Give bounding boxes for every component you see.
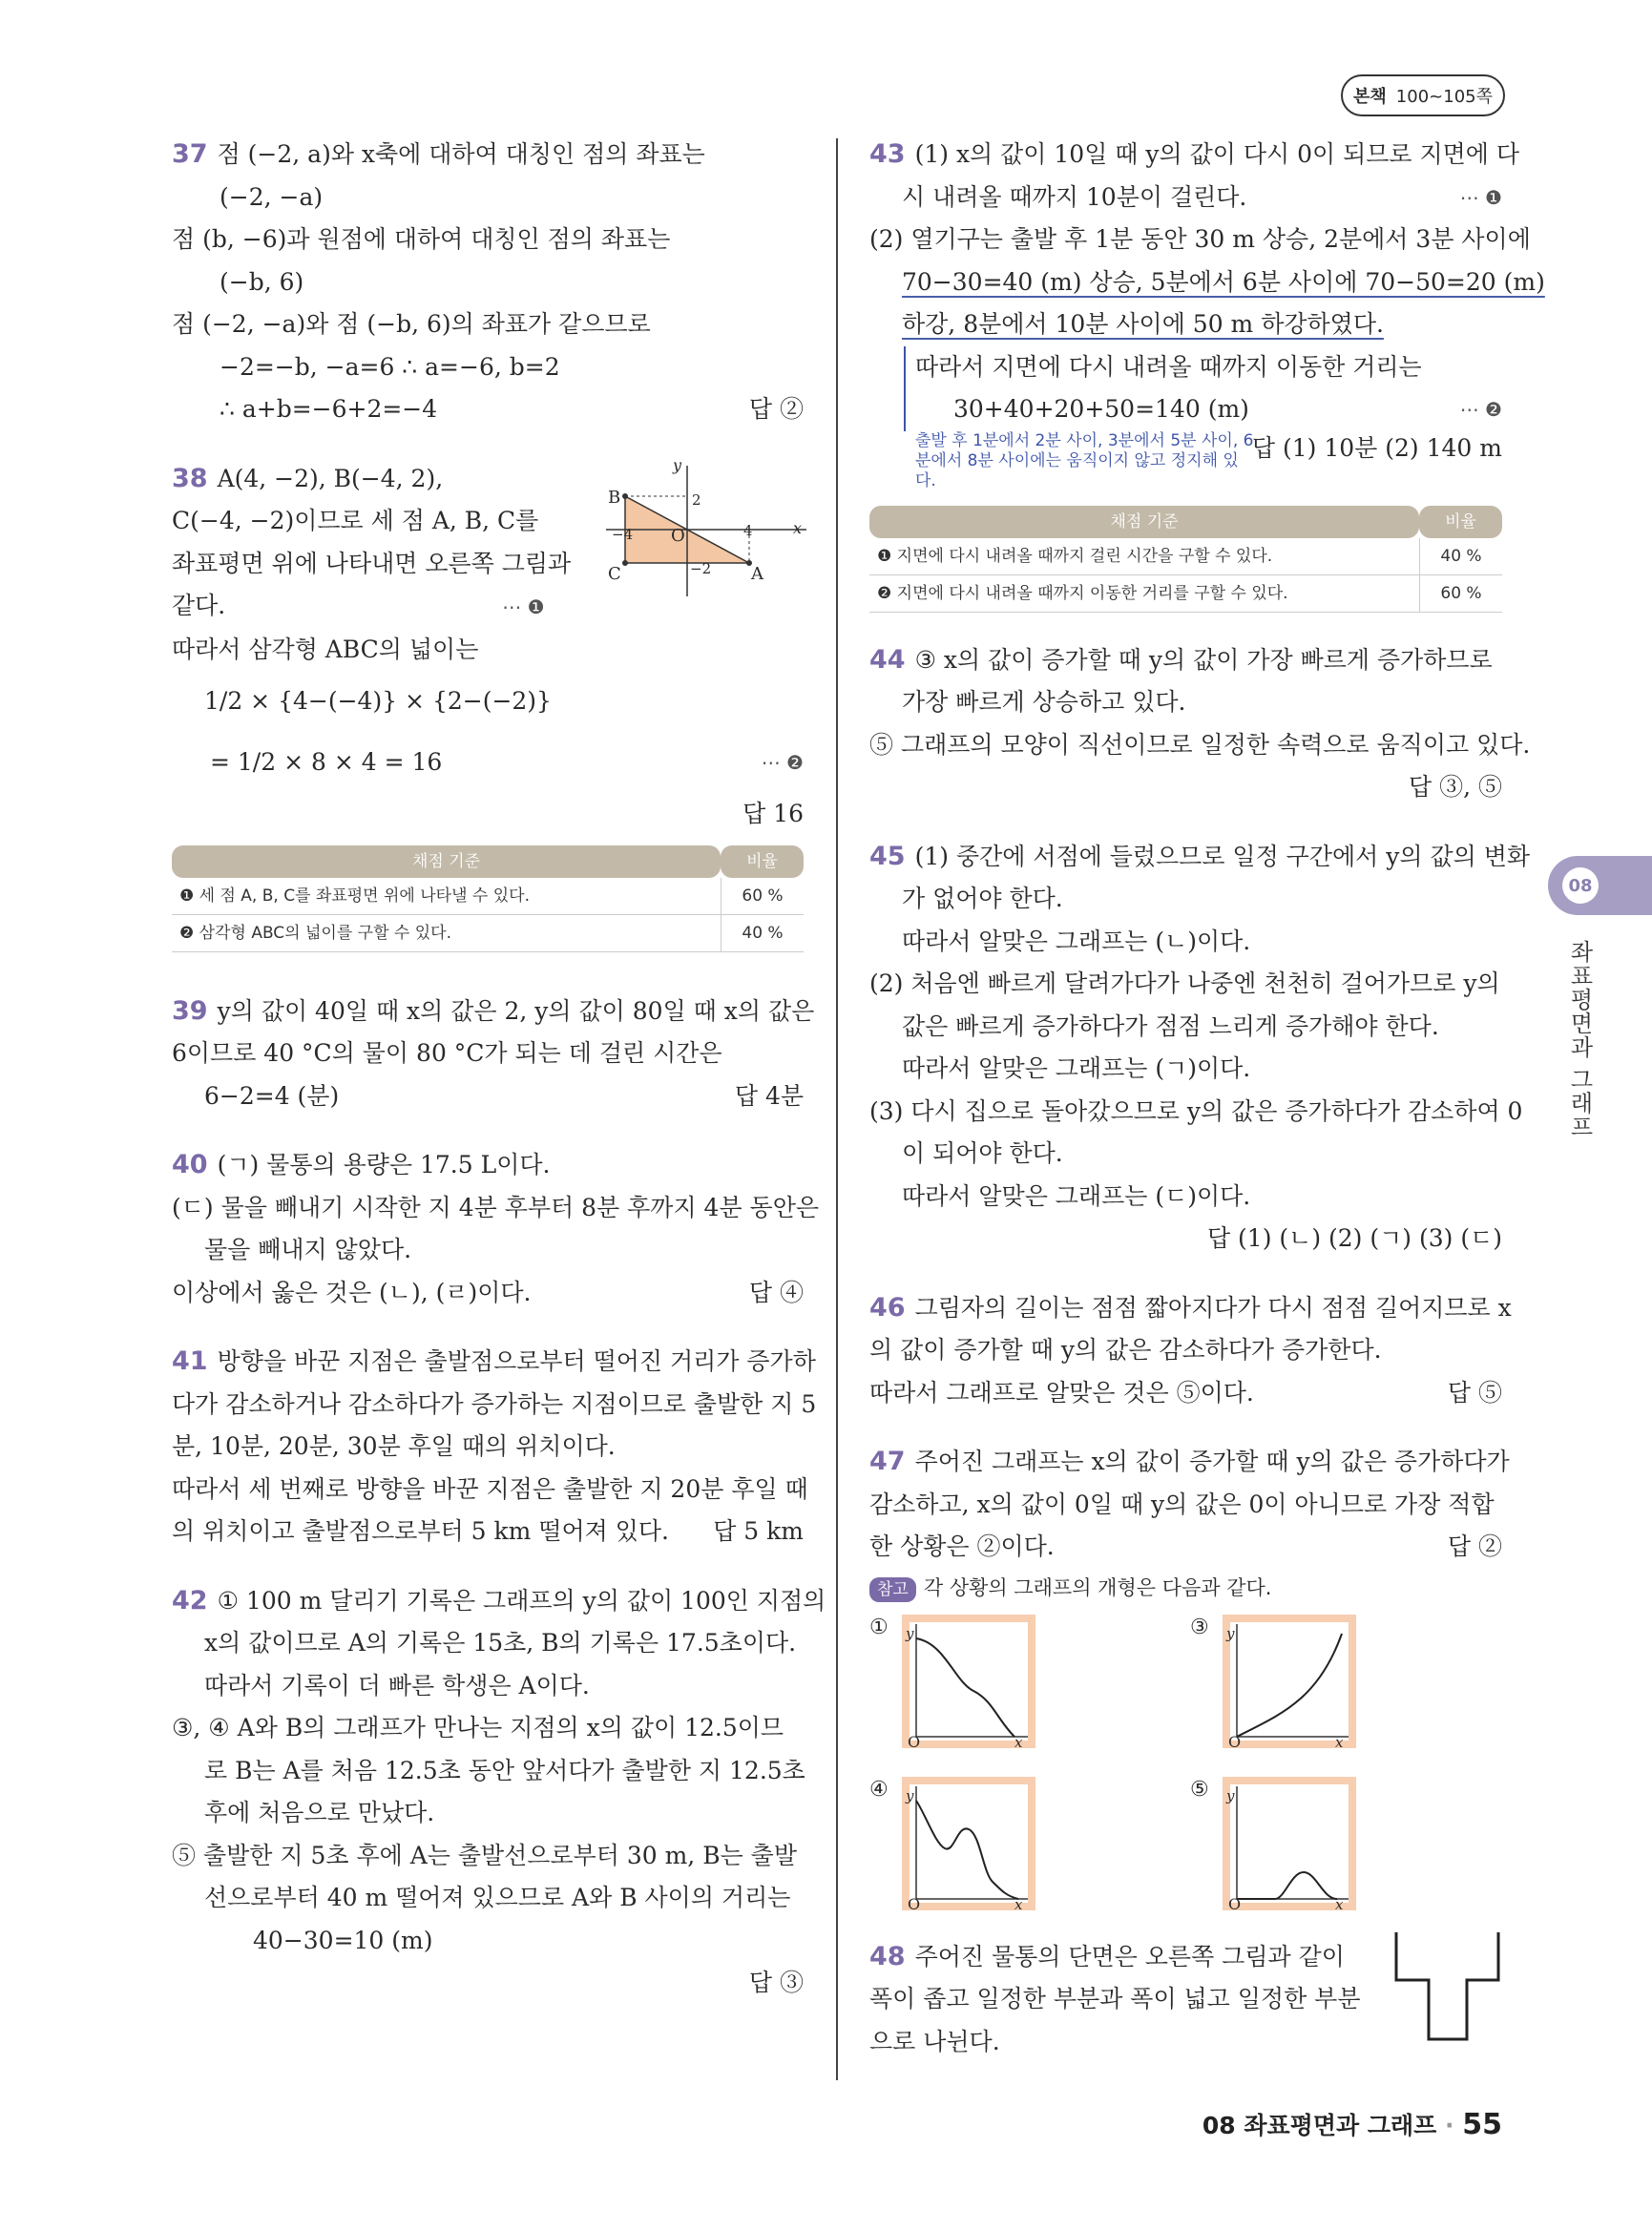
text-line: 주어진 물통의 단면은 오른쪽 그림과 같이: [914, 1942, 1345, 1970]
text-line: ③, ④ A와 B의 그래프가 만나는 지점의 x의 값이 12.5이므: [172, 1714, 784, 1741]
problem-number: 47: [869, 1447, 906, 1476]
text-line: (ㄷ) 물을 빼내기 시작한 지 4분 후부터 8분 후까지 4분 동안은: [172, 1193, 819, 1221]
note-row: [869, 431, 1502, 496]
text-line: x의 값이므로 A의 기록은 15초, B의 기록은 17.5초이다.: [204, 1629, 797, 1657]
text-line: A(4, −2), B(−4, 2),: [217, 464, 444, 492]
reference-tag: 참고: [869, 1577, 916, 1602]
tick-neg4: −4: [612, 525, 634, 543]
table-cell: ❷ 삼각형 ABC의 넓이를 구할 수 있다.: [172, 915, 721, 952]
label-b: B: [608, 487, 621, 508]
step-marker: ⋯ ❷: [1459, 398, 1502, 421]
footer-dot: ·: [1445, 2112, 1454, 2139]
left-column: [172, 134, 826, 2005]
text-line: 따라서 삼각형 ABC의 넓이는: [172, 635, 479, 663]
problem-45: [869, 836, 1530, 1261]
text-line: (−2, −a): [220, 182, 324, 211]
text-line: 좌표평면 위에 나타내면 오른쪽 그림과: [172, 549, 572, 577]
table-header: 채점 기준: [172, 845, 721, 878]
text-line: 6−2=4 (분): [204, 1081, 340, 1110]
text-line: 점 (b, −6)과 원점에 대하여 대칭인 점의 좌표는: [172, 225, 671, 253]
text-line: 분, 10분, 20분, 30분 후일 때의 위치이다.: [172, 1432, 616, 1460]
note-bracket: [904, 346, 1502, 431]
table-cell: ❷ 지면에 다시 내려올 때까지 이동한 거리를 구할 수 있다.: [869, 575, 1419, 613]
point-b: [622, 493, 628, 499]
answer: 답 4분: [734, 1081, 804, 1110]
text-line: 그림자의 길이는 점점 짧아지다가 다시 점점 길어지므로 x: [914, 1293, 1512, 1322]
text-line: 따라서 그래프로 알맞은 것은 ⑤이다.: [869, 1378, 1254, 1407]
origin-label: O: [1228, 1894, 1242, 1913]
answer: 답 ③, ⑤: [1409, 773, 1502, 801]
table-header: 비율: [1419, 506, 1502, 538]
text-line: 주어진 그래프는 x의 값이 증가할 때 y의 값은 증가하다가: [914, 1448, 1510, 1475]
label-c: C: [608, 563, 621, 584]
answer: 답 (1) 10분 (2) 140 m: [1251, 433, 1502, 462]
problem-48: [869, 1936, 1502, 2064]
origin-label: O: [908, 1732, 921, 1751]
axis-label-x: x: [1335, 1895, 1344, 1913]
text-line: (−b, 6): [220, 267, 304, 296]
text-line: C(−4, −2)이므로 세 점 A, B, C를: [172, 507, 539, 534]
text-line: 다가 감소하거나 감소하다가 증가하는 지점이므로 출발한 지 5: [172, 1389, 817, 1418]
problem-43: [869, 134, 1545, 496]
axis-label-y: y: [1226, 1624, 1235, 1642]
tick-4: 4: [743, 521, 753, 539]
table-cell: 60 %: [721, 878, 804, 915]
answer: 답 ②: [748, 395, 804, 423]
problem-number: 42: [172, 1585, 208, 1616]
chapter-tab: [1548, 856, 1652, 915]
text-line: y의 값이 40일 때 x의 값은 2, y의 값이 80일 때 x의 값은: [217, 996, 815, 1025]
text-line: ① 100 m 달리기 기록은 그래프의 y의 값이 100인 지점의: [217, 1586, 826, 1615]
step-marker: ⋯ ❶: [1459, 185, 1502, 209]
axis-label-x: x: [793, 518, 803, 537]
problem-46: [869, 1287, 1512, 1415]
chapter-side-title: 좌표평면과 그래프: [1566, 940, 1593, 1139]
tick-neg2: −2: [690, 559, 712, 577]
problem-number: 40: [172, 1150, 208, 1179]
text-line: 시 내려올 때까지 10분이 걸린다.: [902, 182, 1247, 211]
side-note: 출발 후 1분에서 2분 사이, 3분에서 5분 사이, 6분에서 8분 사이에는 움직이지 않고 정지해 있다.: [915, 430, 1254, 490]
table-cell: 60 %: [1419, 575, 1502, 613]
equation-line: 1/2 × {4−(−4)} × {2−(−2)}: [204, 687, 552, 715]
text-line: (1) x의 값이 10일 때 y의 값이 다시 0이 되므로 지면에 다: [914, 140, 1520, 168]
graph-label-5: ⑤: [1190, 1777, 1209, 1802]
step-marker: ⋯ ❶: [502, 595, 545, 618]
graph-label-1: ①: [869, 1615, 889, 1639]
text-line: 따라서 알맞은 그래프는 (ㄴ)이다.: [902, 927, 1251, 955]
text-line: 의 위치이고 출발점으로부터 5 km 떨어져 있다.: [172, 1517, 669, 1545]
graph-label-4: ④: [869, 1777, 889, 1802]
page-number: 55: [1462, 2108, 1502, 2141]
text-line: 6이므로 40 °C의 물이 80 °C가 되는 데 걸린 시간은: [172, 1039, 722, 1067]
table-header: 비율: [721, 845, 804, 878]
problem-number: 44: [869, 644, 906, 675]
problem-number: 46: [869, 1292, 906, 1323]
text-line: 따라서 알맞은 그래프는 (ㄷ)이다.: [902, 1181, 1251, 1210]
text-line: 후에 처음으로 만났다.: [204, 1799, 435, 1826]
axis-label-y: y: [906, 1624, 914, 1642]
step-marker: ⋯ ❷: [761, 751, 804, 774]
axis-label-y: y: [673, 455, 682, 474]
underlined-line: 70−30=40 (m) 상승, 5분에서 6분 사이에 70−50=20 (m): [902, 267, 1545, 296]
page-range-tag: [1341, 74, 1505, 116]
answer: 답 ③: [748, 1969, 804, 1996]
text-line: 점 (−2, a)와 x축에 대하여 대칭인 점의 좌표는: [217, 140, 705, 168]
text-line: ③ x의 값이 증가할 때 y의 값이 가장 빠르게 증가하므로: [914, 645, 1493, 674]
point-c: [622, 560, 628, 566]
text-line: ∴ a+b=−6+2=−4: [220, 395, 438, 423]
text-line: (ㄱ) 물통의 용량은 17.5 L이다.: [217, 1151, 551, 1178]
triangle-graph: [606, 455, 806, 601]
answer: 답 ②: [1447, 1533, 1502, 1560]
problem-number: 37: [172, 139, 208, 169]
text-line: (2) 처음엔 빠르게 달려가다가 나중엔 천천히 걸어가므로 y의: [869, 970, 1500, 997]
situation-graphs: [869, 1607, 1502, 1936]
table-header: 채점 기준: [869, 506, 1419, 538]
text-line: 물을 빼내지 않았다.: [204, 1236, 412, 1263]
axis-label-x: x: [1335, 1733, 1344, 1751]
problem-38: [172, 455, 804, 836]
text-line: 따라서 기록이 더 빠른 학생은 A이다.: [204, 1671, 590, 1699]
text-line: 로 B는 A를 처음 12.5초 동안 앞서다가 출발한 지 12.5초: [204, 1756, 805, 1784]
tag-book: 본책: [1353, 87, 1387, 107]
text-line: 선으로부터 40 m 떨어져 있으므로 A와 B 사이의 거리는: [204, 1884, 791, 1911]
problem-42: [172, 1580, 826, 2005]
graph-4: [902, 1777, 1035, 1913]
problem-37: [172, 134, 804, 431]
chapter-number: 08: [1562, 867, 1599, 904]
text-line: ⑤ 그래프의 모양이 직선이므로 일정한 속력으로 움직이고 있다.: [869, 730, 1531, 759]
origin-label: O: [908, 1894, 921, 1913]
answer: 답 ④: [748, 1278, 804, 1306]
table-cell: ❶ 지면에 다시 내려올 때까지 걸린 시간을 구할 수 있다.: [869, 538, 1419, 575]
text-line: 가 없어야 한다.: [902, 885, 1063, 912]
text-line: 의 값이 증가할 때 y의 값은 감소하다가 증가한다.: [869, 1336, 1382, 1364]
tag-pages: 100~105쪽: [1395, 87, 1493, 107]
axis-label-y: y: [1226, 1786, 1235, 1804]
text-line: 폭이 좁고 일정한 부분과 폭이 넓고 일정한 부분: [869, 1985, 1361, 2012]
graph-label-3: ③: [1190, 1615, 1209, 1639]
problem-number: 38: [172, 463, 208, 493]
tick-2: 2: [692, 490, 701, 509]
answer: 답 ⑤: [1447, 1378, 1502, 1407]
axis-label-x: x: [1014, 1733, 1023, 1751]
text-line: 따라서 알맞은 그래프는 (ㄱ)이다.: [902, 1054, 1251, 1082]
problem-44: [869, 639, 1531, 809]
origin-label: O: [1228, 1732, 1242, 1751]
text-line: 같다.: [172, 592, 226, 619]
text-line: 점 (−2, −a)와 점 (−b, 6)의 좌표가 같으므로: [172, 310, 651, 338]
text-line: −2=−b, −a=6 ∴ a=−6, b=2: [220, 352, 560, 381]
equation-line: = 1/2 × 8 × 4 = 16: [210, 748, 443, 776]
graph-1: [902, 1615, 1035, 1751]
text-line: 이 되어야 한다.: [902, 1139, 1063, 1167]
axis-label-x: x: [1014, 1895, 1023, 1913]
graph-5: [1223, 1777, 1356, 1913]
problem-number: 43: [869, 139, 906, 169]
text-line: (3) 다시 집으로 돌아갔으므로 y의 값은 증가하다가 감소하여 0: [869, 1096, 1523, 1125]
text-line: 이상에서 옳은 것은 (ㄴ), (ㄹ)이다.: [172, 1278, 532, 1306]
problem-number: 41: [172, 1346, 208, 1376]
table-cell: ❶ 세 점 A, B, C를 좌표평면 위에 나타낼 수 있다.: [172, 878, 721, 915]
text-line: 30+40+20+50=140 (m): [953, 395, 1249, 423]
column-divider: [836, 138, 838, 2080]
scoring-table-38: [172, 845, 804, 952]
text-line: (1) 중간에 서점에 들렀으므로 일정 구간에서 y의 값의 변화: [914, 842, 1530, 870]
label-a: A: [751, 563, 763, 584]
problem-number: 39: [172, 995, 208, 1026]
container-cross-section: [1392, 1930, 1502, 2043]
text-line: (2) 열기구는 출발 후 1분 동안 30 m 상승, 2분에서 3분 사이에: [869, 225, 1531, 253]
problem-40: [172, 1144, 819, 1314]
answer: 답 (1) (ㄴ) (2) (ㄱ) (3) (ㄷ): [1206, 1224, 1502, 1252]
table-cell: 40 %: [1419, 538, 1502, 575]
origin-label: O: [671, 525, 685, 546]
right-column: [869, 134, 1545, 2063]
text-line: 가장 빠르게 상승하고 있다.: [902, 688, 1186, 716]
text-line: 따라서 세 번째로 방향을 바꾼 지점은 출발한 지 20분 후일 때: [172, 1474, 808, 1503]
scoring-table-43: [869, 506, 1502, 613]
reference-text: 각 상황의 그래프의 개형은 다음과 같다.: [923, 1575, 1272, 1599]
text-line: 따라서 지면에 다시 내려올 때까지 이동한 거리는: [915, 352, 1422, 381]
underlined-line: 하강, 8분에서 10분 사이에 50 m 하강하였다.: [902, 310, 1384, 338]
problem-47: [869, 1441, 1510, 1936]
text-line: ⑤ 출발한 지 5초 후에 A는 출발선으로부터 30 m, B는 출발: [172, 1841, 797, 1869]
text-line: 한 상황은 ②이다.: [869, 1533, 1055, 1560]
problem-number: 48: [869, 1941, 906, 1971]
answer: 답 5 km: [713, 1517, 804, 1545]
axis-label-y: y: [906, 1786, 914, 1804]
graph-3: [1223, 1615, 1356, 1751]
text-line: 40−30=10 (m): [253, 1926, 433, 1954]
problem-number: 45: [869, 841, 906, 871]
text-line: 방향을 바꾼 지점은 출발점으로부터 떨어진 거리가 증가하: [217, 1347, 816, 1375]
text-line: 감소하고, x의 값이 0일 때 y의 값은 0이 아니므로 가장 적합: [869, 1490, 1495, 1518]
problem-39: [172, 990, 815, 1118]
page-footer: [1145, 2107, 1502, 2141]
text-line: 값은 빠르게 증가하다가 점점 느리게 증가해야 한다.: [902, 1011, 1439, 1040]
footer-chapter: 08 좌표평면과 그래프: [1202, 2112, 1437, 2139]
problem-41: [172, 1341, 817, 1553]
table-cell: 40 %: [721, 915, 804, 952]
answer: 답 16: [742, 800, 804, 827]
text-line: 으로 나뉜다.: [869, 2027, 1000, 2055]
